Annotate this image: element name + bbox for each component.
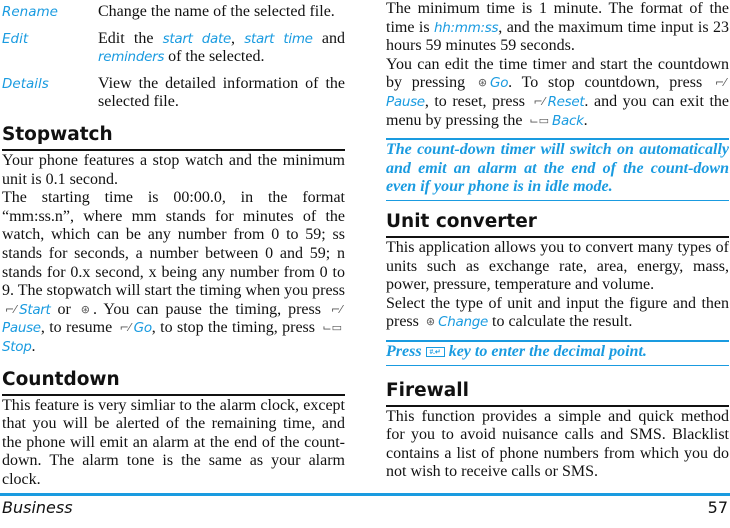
text: or [50,300,78,318]
paragraph [2,397,345,490]
page-footer [0,493,730,518]
paragraph [2,152,345,189]
text: View the detailed information of the selected file. [98,74,345,111]
decimal-key-icon: #.↵ [426,347,445,357]
countdown-note: The count-down timer will switch on automatically and emit an alarm at the end of the count-down even if your phone is in idle mode. [386,138,729,201]
note-text: key to enter the decimal point. [444,342,647,360]
ok-key-icon: ⊛ [477,76,488,90]
firewall-body [386,408,729,482]
text: This function provides a simple and quick method for you to avoid nuisance calls and SMS. Blacklist contains a list of phone numbers from which you do not wish to receive calls or SMS. [386,407,729,481]
countdown-body-cont [386,0,729,130]
right-column [386,0,729,482]
text: and [312,29,345,47]
ok-key-icon: ⊛ [425,315,436,329]
left-softkey-icon: ⌐⁄ [5,302,17,316]
ok-key-icon: ⊛ [80,302,91,316]
countdown-heading: Countdown [2,369,345,396]
key-label: Pause [386,93,425,110]
key-label: hh:mm:ss [434,19,499,36]
definition-desc [98,75,345,112]
text: This feature is very simliar to the alarm clock, except that you will be alerted of the remaining time, and the phone will emit an alarm at the end of the count-down. The alarm tone is the same as your alarm clock. [2,396,345,488]
left-softkey-icon: ⌐⁄ [533,94,545,108]
key-label: reminders [98,49,165,66]
right-softkey-icon: ⌙▭ [322,321,342,335]
text: Select the type of unit and input the figure and then press [386,294,729,331]
text: . and you can exit the menu by pressing the [386,92,729,129]
text: The starting time is 00:00.0, in the format “mm:ss.n”, where mm stands for minutes of the watch, which can be any number from 0 to 59; ss stands for seconds, a number between 0 and 59; n stands for 0.x second, x being any number from 0 to 9. The stopwatch will start the timing when you press [2,189,345,300]
unit-converter-body [386,239,729,332]
paragraph [386,56,729,130]
text: to calculate the result. [488,313,633,331]
text: , [231,29,245,47]
text: You can edit the time timer and start the countdown by pressing [386,55,729,92]
key-label: Reset [547,93,585,110]
unit-converter-heading: Unit converter [386,211,729,238]
paragraph [386,239,729,295]
text: . To stop countdown, press [508,74,712,92]
unit-converter-note [386,340,729,366]
left-softkey-icon: ⌐⁄ [119,321,131,335]
text: This application allows you to convert many types of units such as exchange rate, area, energy, mass, power, pressure, temperature and volume. [386,238,729,294]
key-label: Change [438,314,488,331]
key-label: Go [133,320,152,337]
text: Change the name of the selected file. [98,3,335,20]
text: , to stop the timing, press [151,319,320,337]
key-label: Stop [2,338,32,355]
definition-desc [98,3,345,22]
firewall-heading: Firewall [386,380,729,407]
definition-desc [98,30,345,67]
key-label: Back [552,112,584,129]
key-label: Start [19,301,51,318]
text: , and the maximum time input is 23 hours 59 minutes 59 seconds. [386,18,730,55]
key-label: start time [244,30,313,47]
right-softkey-icon: ⌙▭ [529,113,550,127]
key-label: Go [490,75,509,92]
text: Your phone features a stop watch and the minimum unit is 0.1 second. [2,151,345,188]
key-label: Pause [2,320,41,337]
definition-term: Rename [2,4,58,20]
text: . [583,111,588,129]
definition-term: Details [2,75,49,92]
definition-term: Edit [2,30,29,47]
paragraph [386,0,729,56]
page-number: 57 [707,498,728,518]
text: The minimum time is 1 minute. The format of the time is [386,0,729,36]
text: . [31,337,36,355]
text: of the selected. [164,48,265,66]
key-label: start date [162,30,232,47]
note-text: Press [386,342,426,360]
footer-section: Business [2,498,73,518]
definition-table [2,3,345,112]
left-softkey-icon: ⌐⁄ [714,76,726,90]
left-softkey-icon: ⌐⁄ [330,302,343,316]
paragraph [386,408,729,482]
left-column [2,0,345,489]
text: Edit the [98,29,163,47]
countdown-body [2,397,345,490]
paragraph [2,189,345,356]
text: . You can pause the timing, press [93,300,328,318]
stopwatch-heading: Stopwatch [2,124,345,151]
paragraph [386,295,729,332]
text: , to resume [40,319,117,337]
stopwatch-body [2,152,345,357]
text: , to reset, press [424,92,531,110]
